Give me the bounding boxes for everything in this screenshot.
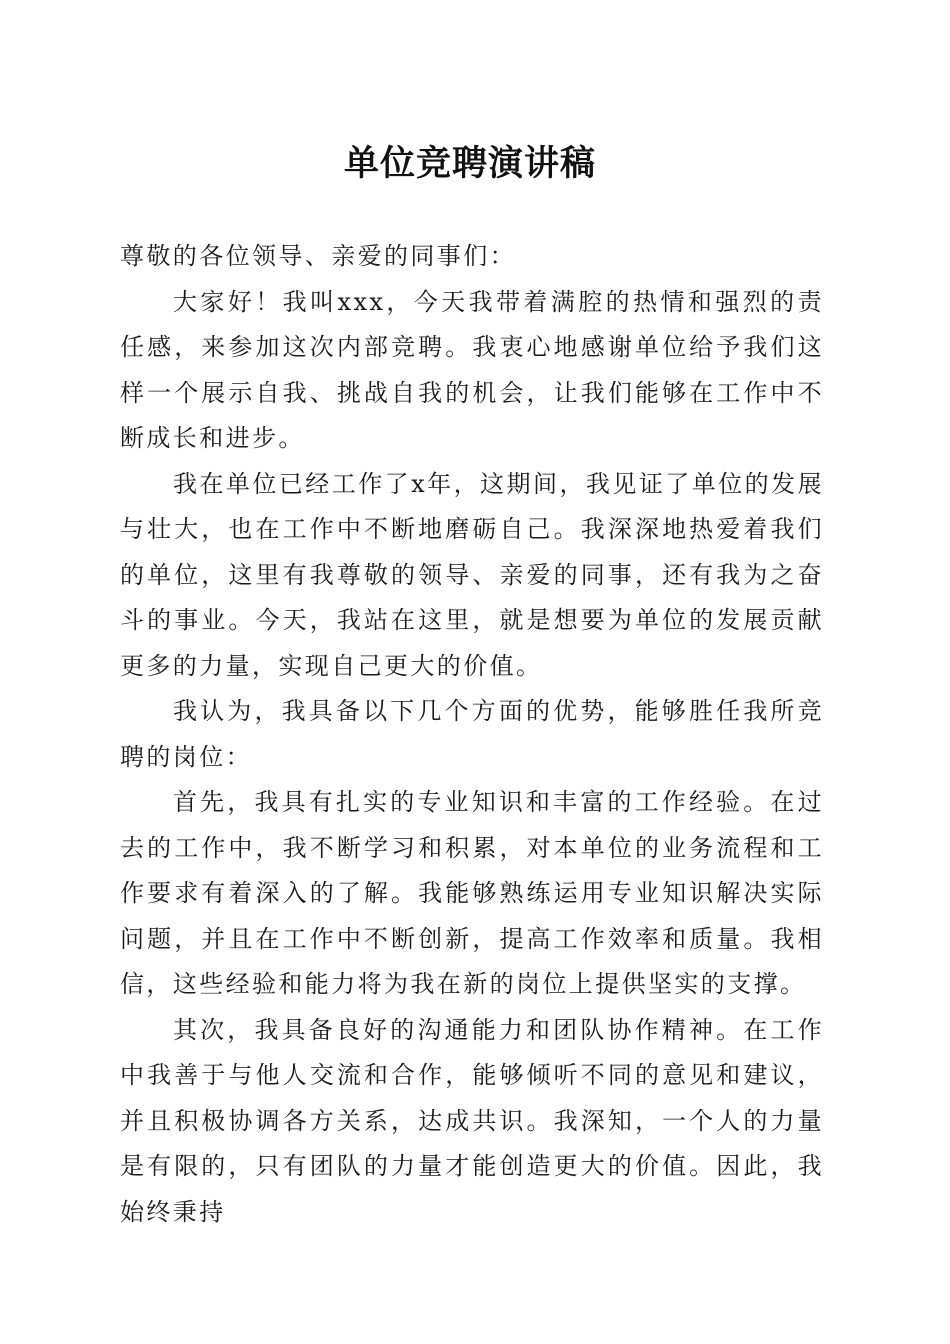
document-body	[120, 234, 824, 1235]
salutation: 尊敬的各位领导、亲爱的同事们：	[120, 242, 516, 270]
paragraph-first-advantage: 首先，我具有扎实的专业知识和丰富的工作经验。在过去的工作中，我不断学习和积累，对本单位的业务流程和工作要求有着深入的了解。我能够熟练运用专业知识解决实际问题，并且在工作中不断创新，提高工作效率和质量。我相信，这些经验和能力将为我在新的岗位上提供坚实的支撑。	[120, 788, 824, 998]
paragraph-second-advantage: 其次，我具备良好的沟通能力和团队协作精神。在工作中我善于与他人交流和合作，能够倾听不同的意见和建议，并且积极协调各方关系，达成共识。我深知，一个人的力量是有限的，只有团队的力量才能创造更大的价值。因此，我始终秉持	[120, 1015, 824, 1226]
paragraph-advantages-intro: 我认为，我具备以下几个方面的优势，能够胜任我所竞聘的岗位：	[120, 697, 824, 771]
document-title: 单位竞聘演讲稿	[343, 143, 596, 184]
paragraph-experience: 我在单位已经工作了x年，这期间，我见证了单位的发展与壮大，也在工作中不断地磨砺自己。我深深地热爱着我们的单位，这里有我尊敬的领导、亲爱的同事，还有我为之奋斗的事业。今天，我站在这里，就是想要为单位的发展贡献更多的力量，实现自己更大的价值。	[120, 469, 824, 680]
paragraph-greeting: 大家好！我叫xxx，今天我带着满腔的热情和强烈的责任感，来参加这次内部竞聘。我衷心地感谢单位给予我们这样一个展示自我、挑战自我的机会，让我们能够在工作中不断成长和进步。	[120, 287, 824, 452]
